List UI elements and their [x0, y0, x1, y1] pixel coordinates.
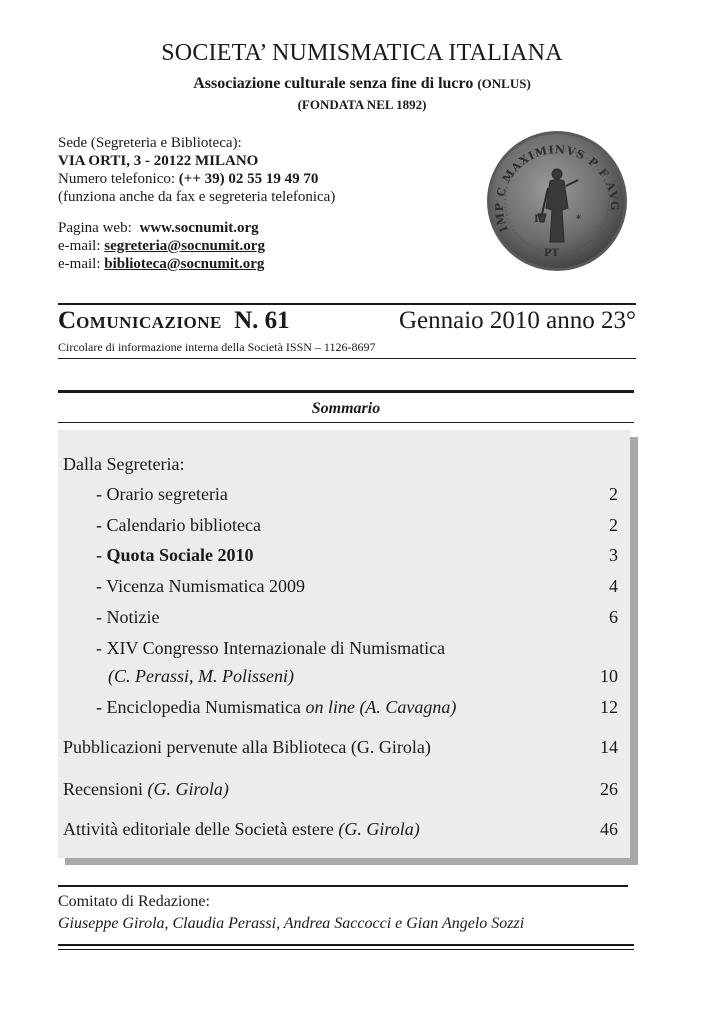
title-initial: C [58, 307, 77, 334]
title-rest: OMUNICAZIONE [76, 313, 222, 332]
phone-label: Numero telefonico: [58, 171, 176, 187]
item-page: 4 [609, 576, 618, 596]
entry-label-text: Recensioni [63, 779, 148, 799]
web-label: Pagina web: [58, 220, 132, 236]
item-label: - Calendario biblioteca [96, 515, 261, 535]
item-label: - XIV Congresso Internazionale di Numismatica [96, 638, 446, 658]
email-label: e-mail: [58, 256, 101, 272]
phone-note: (funziona anche da fax e segreteria telefonica) [58, 189, 336, 205]
entry-authors: (G. Girola) [338, 819, 420, 839]
summary-rule-top [58, 390, 634, 393]
address: VIA ORTI, 3 - 20122 MILANO [58, 153, 259, 169]
issue-date: Gennaio 2010 anno 23° [398, 307, 636, 334]
item-page: 12 [600, 697, 618, 717]
svg-text:PT: PT [544, 248, 559, 259]
communication-title [58, 307, 290, 335]
item-label: - Notizie [96, 607, 160, 627]
item-page: 2 [609, 515, 618, 535]
entry-page: 26 [600, 779, 618, 799]
seat-label: Sede (Segreteria e Biblioteca): [58, 135, 242, 151]
entry-label [63, 819, 420, 840]
committee-names: Giuseppe Girola, Claudia Perassi, Andrea Saccocci e Gian Angelo Sozzi [58, 915, 525, 932]
item-label-text: - Enciclopedia Numismatica [96, 697, 306, 717]
association-text: Associazione culturale senza fine di lucro [193, 75, 474, 92]
summary-box [58, 430, 630, 858]
item-label: - Vicenza Numismatica 2009 [96, 576, 306, 596]
email-line-2 [58, 255, 264, 273]
web-link[interactable]: www.socnumit.org [139, 220, 259, 236]
onlus-label: (ONLUS) [477, 76, 531, 91]
item-label [96, 697, 456, 718]
entry-page: 14 [600, 737, 618, 757]
mid-rule [58, 358, 636, 359]
svg-text:*: * [576, 214, 582, 225]
item-authors: (A. Cavagna) [354, 697, 457, 717]
email-library-link[interactable]: biblioteca@socnumit.org [104, 256, 265, 272]
item-label [96, 545, 254, 566]
item-page: 6 [609, 607, 618, 627]
summary-heading: Sommario [311, 400, 381, 417]
entry-label: Pubblicazioni pervenute alla Biblioteca (G. Girola) [63, 737, 431, 757]
item-label-italic: on line [305, 697, 355, 717]
entry-label-text: Attività editoriale delle Società estere [63, 819, 339, 839]
entry-page: 46 [600, 819, 618, 839]
item-prefix: - [96, 545, 107, 565]
section-label: Dalla Segreteria: [63, 454, 185, 474]
web-line [58, 219, 259, 237]
entry-label [63, 779, 229, 800]
founded-line: (FONDATA NEL 1892) [297, 97, 427, 112]
circular-line: Circolare di informazione interna della Società ISSN – 1126-8697 [58, 340, 376, 354]
item-label: - Orario segreteria [96, 484, 228, 504]
summary-rule-bottom [58, 422, 634, 423]
phone-number: (++ 39) 02 55 19 49 70 [178, 171, 319, 187]
society-title: SOCIETA’ NUMISMATICA ITALIANA [161, 40, 563, 66]
email-secretariat-link[interactable]: segreteria@socnumit.org [104, 238, 265, 254]
coin-legend: IMP C MAXIMINVS P F AVG [492, 143, 622, 234]
svg-text:Γ: Γ [534, 214, 542, 225]
footer-rule-top [58, 885, 628, 887]
top-rule [58, 303, 636, 305]
email-line-1 [58, 237, 265, 255]
item-authors: (C. Perassi, M. Polisseni) [108, 666, 294, 686]
footer-rule-2 [58, 949, 634, 950]
item-page: 10 [600, 666, 618, 686]
issue-number: N. 61 [234, 307, 290, 334]
phone-line [58, 170, 318, 188]
item-bold-label: Quota Sociale 2010 [106, 545, 254, 565]
entry-authors: (G. Girola) [147, 779, 229, 799]
coin-image [486, 130, 628, 272]
item-page: 2 [609, 484, 618, 504]
item-page: 3 [609, 545, 618, 565]
footer-rule-1 [58, 944, 634, 946]
committee-label: Comitato di Redazione: [58, 893, 210, 910]
email-label: e-mail: [58, 238, 101, 254]
association-line [0, 75, 724, 93]
